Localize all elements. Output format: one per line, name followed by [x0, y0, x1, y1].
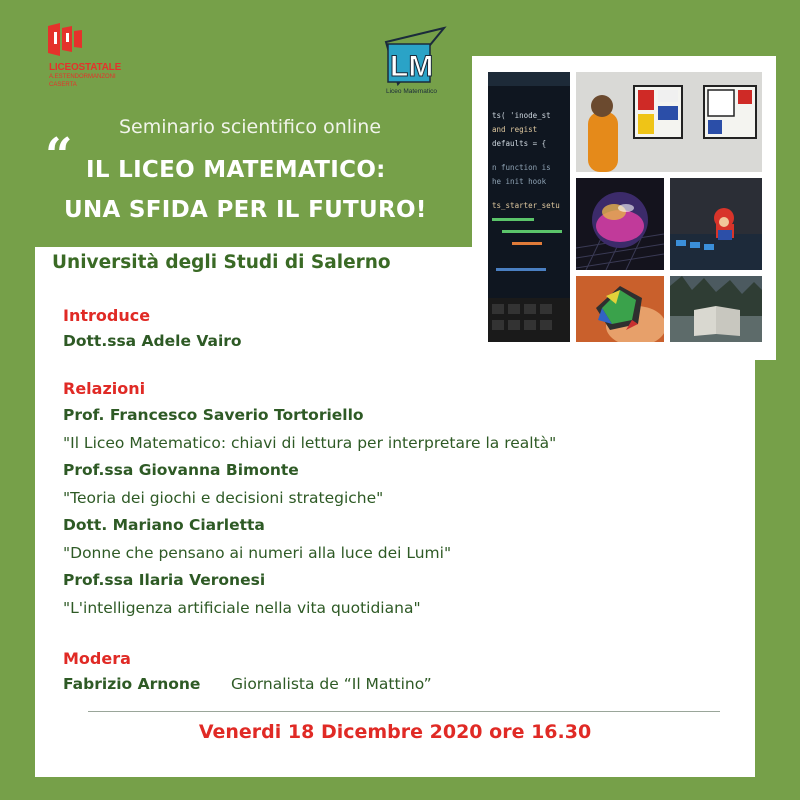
speaker-name: Dott. Mariano Ciarletta — [63, 516, 265, 534]
talk-title: "Teoria dei giochi e decisioni strategiche" — [63, 489, 384, 507]
talk-title: "Il Liceo Matematico: chiavi di lettura per interpretare la realtà" — [63, 434, 557, 452]
school-logo-icon — [46, 22, 90, 58]
school-logo — [46, 22, 136, 92]
photo-mario-figure — [670, 178, 762, 270]
university-heading: Università degli Studi di Salerno — [52, 252, 391, 273]
photo-dodecahedron — [576, 276, 664, 342]
seminar-subtitle: Seminario scientifico online — [118, 116, 382, 138]
code-line: n function is — [492, 163, 551, 172]
code-line: ts_starter_setu — [492, 201, 560, 210]
school-subname: A.ESTENDORMANZONI — [49, 74, 116, 80]
photo-code-screen — [488, 72, 570, 342]
title-line-2: UNA SFIDA PER IL FUTURO! — [64, 197, 427, 223]
relazioni-label: Relazioni — [63, 379, 146, 398]
code-line: he init hook — [492, 177, 547, 186]
divider — [88, 711, 720, 712]
photo-book-forest — [670, 276, 762, 342]
quote-icon: “ — [45, 128, 73, 184]
modera-label: Modera — [63, 649, 131, 668]
photo-art-gallery — [576, 72, 762, 172]
liceo-matematico-logo — [378, 26, 458, 98]
photo-glass-sphere — [576, 178, 664, 270]
title-line-1: IL LICEO MATEMATICO: — [86, 157, 386, 183]
code-line: defaults = { — [492, 139, 547, 148]
talk-title: "Donne che pensano ai numeri alla luce dei Lumi" — [63, 544, 452, 562]
introducer-name: Dott.ssa Adele Vairo — [63, 332, 242, 350]
lm-logo-icon — [378, 26, 458, 88]
speaker-name: Prof.ssa Giovanna Bimonte — [63, 461, 299, 479]
speaker-name: Prof. Francesco Saverio Tortoriello — [63, 406, 364, 424]
speaker-name: Prof.ssa Ilaria Veronesi — [63, 571, 266, 589]
lm-caption: Liceo Matematico — [386, 88, 437, 95]
code-line: and regist — [492, 125, 538, 134]
code-line: ts( 'inode_st — [492, 111, 551, 120]
school-city: CASERTA — [49, 82, 77, 88]
lm-letters: LM — [390, 50, 434, 83]
moderator-role: Giornalista de “Il Mattino” — [231, 675, 432, 693]
introduce-label: Introduce — [63, 306, 151, 325]
school-name: LICEOSTATALE — [49, 62, 122, 73]
event-date: Venerdi 18 Dicembre 2020 ore 16.30 — [198, 721, 592, 743]
talk-title: "L'intelligenza artificiale nella vita quotidiana" — [63, 599, 421, 617]
moderator-name: Fabrizio Arnone — [63, 675, 201, 693]
